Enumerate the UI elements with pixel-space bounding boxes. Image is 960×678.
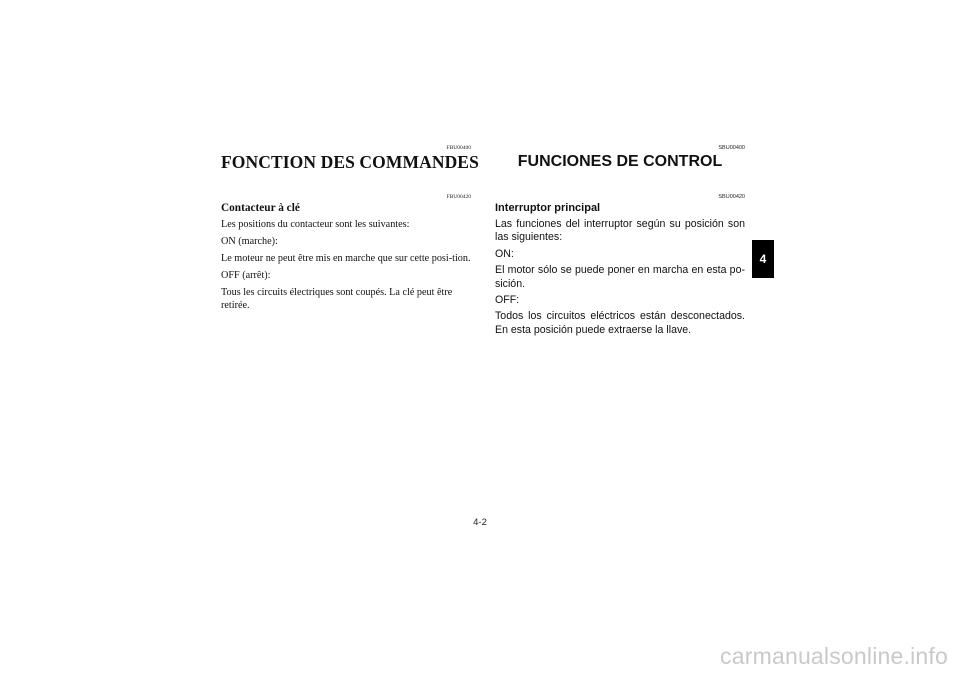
paragraph: Les positions du contacteur sont les suivantes: bbox=[221, 219, 410, 230]
subsection-code: FBU00420 bbox=[446, 194, 471, 200]
french-column bbox=[221, 145, 479, 312]
watermark: carmanualsonline.info bbox=[720, 643, 948, 669]
paragraph: ON: bbox=[495, 247, 514, 260]
section-title: FONCTION DES COMMANDES bbox=[221, 152, 479, 172]
subsection-heading: Interruptor principal bbox=[495, 202, 601, 214]
paragraph: Las funciones del interruptor según su posición son las siguientes: bbox=[495, 218, 745, 244]
paragraph: Todos los circuitos eléctricos están desconectados. En esta posición puede extraerse la llave. bbox=[495, 310, 745, 336]
paragraph: El motor sólo se puede poner en marcha en esta po-sición. bbox=[495, 264, 745, 290]
paragraph: ON (marche): bbox=[221, 235, 278, 247]
paragraph: Tous les circuits électriques sont coupés. La clé peut être retirée. bbox=[221, 286, 453, 312]
subsection-code: SBU00420 bbox=[718, 194, 745, 200]
paragraph: Le moteur ne peut être mis en marche que sur cette posi-tion. bbox=[221, 252, 471, 264]
paragraph: OFF (arrêt): bbox=[221, 269, 271, 281]
subsection-heading: Contacteur à clé bbox=[221, 202, 300, 214]
section-code: FBU00400 bbox=[446, 145, 471, 151]
chapter-tab: 4 bbox=[752, 240, 774, 278]
paragraph: OFF: bbox=[495, 294, 520, 307]
page-number: 4-2 bbox=[473, 517, 487, 528]
spanish-column bbox=[495, 145, 745, 337]
section-code: SBU00400 bbox=[718, 145, 745, 151]
section-title: FUNCIONES DE CONTROL bbox=[517, 153, 723, 170]
